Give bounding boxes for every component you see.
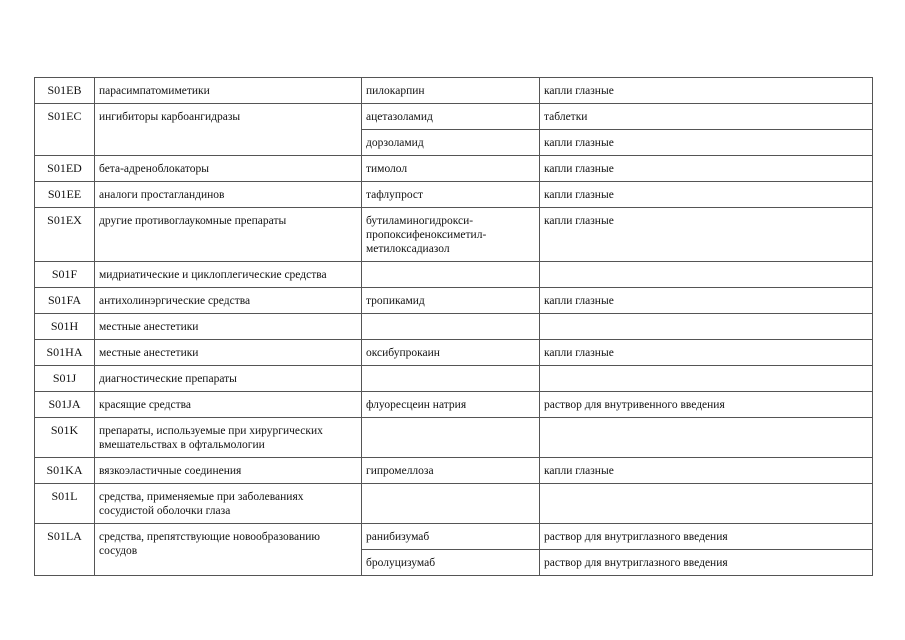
- dosage-form: капли глазные: [540, 130, 873, 156]
- atc-code: S01F: [35, 262, 95, 288]
- drug-group: мидриатические и циклоплегические средства: [95, 262, 362, 288]
- drug-group: другие противоглаукомные препараты: [95, 208, 362, 262]
- atc-code: S01KA: [35, 458, 95, 484]
- table-row: [35, 366, 873, 392]
- dosage-form: [540, 366, 873, 392]
- table-row: [35, 484, 873, 524]
- drug-name: [362, 208, 540, 262]
- table-row: [35, 314, 873, 340]
- drug-name-line: пропоксифеноксиметил-: [366, 229, 487, 241]
- dosage-form: раствор для внутриглазного введения: [540, 524, 873, 550]
- atc-code: S01H: [35, 314, 95, 340]
- dosage-form: [540, 314, 873, 340]
- drug-group: аналоги простагландинов: [95, 182, 362, 208]
- drug-group: [95, 418, 362, 458]
- atc-code: S01L: [35, 484, 95, 524]
- atc-code: S01EE: [35, 182, 95, 208]
- dosage-form: [540, 418, 873, 458]
- drug-group: вязкоэластичные соединения: [95, 458, 362, 484]
- dosage-form: капли глазные: [540, 288, 873, 314]
- dosage-form: [540, 484, 873, 524]
- table-row: [35, 156, 873, 182]
- drug-group-line: средства, применяемые при заболеваниях: [99, 491, 304, 503]
- drug-name: [362, 366, 540, 392]
- atc-code: S01FA: [35, 288, 95, 314]
- atc-code: S01JA: [35, 392, 95, 418]
- dosage-form: капли глазные: [540, 182, 873, 208]
- dosage-form: капли глазные: [540, 156, 873, 182]
- drug-name: бролуцизумаб: [362, 550, 540, 576]
- dosage-form: капли глазные: [540, 340, 873, 366]
- drug-group: [95, 484, 362, 524]
- table-row: [35, 262, 873, 288]
- dosage-form: [540, 262, 873, 288]
- table-row: [35, 524, 873, 550]
- table-row: [35, 288, 873, 314]
- drug-group-line: средства, препятствующие новообразованию: [99, 531, 321, 543]
- dosage-form: капли глазные: [540, 208, 873, 262]
- drug-name: ранибизумаб: [362, 524, 540, 550]
- drug-group: бета-адреноблокаторы: [95, 156, 362, 182]
- drug-group: местные анестетики: [95, 314, 362, 340]
- drug-group: ингибиторы карбоангидразы: [95, 104, 362, 156]
- drug-group-line: сосудов: [99, 545, 138, 557]
- atc-code: S01HA: [35, 340, 95, 366]
- drug-name: [362, 484, 540, 524]
- table-row: [35, 208, 873, 262]
- drug-name: тафлупрост: [362, 182, 540, 208]
- dosage-form: капли глазные: [540, 78, 873, 104]
- drug-name: флуоресцеин натрия: [362, 392, 540, 418]
- drug-name: [362, 262, 540, 288]
- table-row: [35, 182, 873, 208]
- atc-code: S01EB: [35, 78, 95, 104]
- table-row: [35, 458, 873, 484]
- table-row: [35, 104, 873, 130]
- drug-group: диагностические препараты: [95, 366, 362, 392]
- atc-code: S01EX: [35, 208, 95, 262]
- drug-group-line: препараты, используемые при хирургических: [99, 425, 323, 437]
- dosage-form: капли глазные: [540, 458, 873, 484]
- dosage-form: раствор для внутриглазного введения: [540, 550, 873, 576]
- drug-name-line: бутиламиногидрокси-: [366, 215, 474, 227]
- drug-name-line: метилоксадиазол: [366, 243, 450, 255]
- drug-name: тропикамид: [362, 288, 540, 314]
- drug-name: пилокарпин: [362, 78, 540, 104]
- table-row: [35, 78, 873, 104]
- drug-classification-table: [34, 77, 873, 576]
- drug-name: дорзоламид: [362, 130, 540, 156]
- atc-code: S01EC: [35, 104, 95, 156]
- drug-group: [95, 524, 362, 576]
- table-row: [35, 392, 873, 418]
- drug-name: тимолол: [362, 156, 540, 182]
- drug-group: антихолинэргические средства: [95, 288, 362, 314]
- drug-group-line: сосудистой оболочки глаза: [99, 505, 231, 517]
- table-row: [35, 418, 873, 458]
- drug-name: [362, 418, 540, 458]
- drug-name: [362, 314, 540, 340]
- drug-group: парасимпатомиметики: [95, 78, 362, 104]
- atc-code: S01K: [35, 418, 95, 458]
- drug-name: оксибупрокаин: [362, 340, 540, 366]
- drug-name: гипромеллоза: [362, 458, 540, 484]
- atc-code: S01LA: [35, 524, 95, 576]
- drug-group: красящие средства: [95, 392, 362, 418]
- atc-code: S01ED: [35, 156, 95, 182]
- table-row: [35, 340, 873, 366]
- drug-group: местные анестетики: [95, 340, 362, 366]
- drug-name: ацетазоламид: [362, 104, 540, 130]
- dosage-form: раствор для внутривенного введения: [540, 392, 873, 418]
- dosage-form: таблетки: [540, 104, 873, 130]
- drug-group-line: вмешательствах в офтальмологии: [99, 439, 265, 451]
- atc-code: S01J: [35, 366, 95, 392]
